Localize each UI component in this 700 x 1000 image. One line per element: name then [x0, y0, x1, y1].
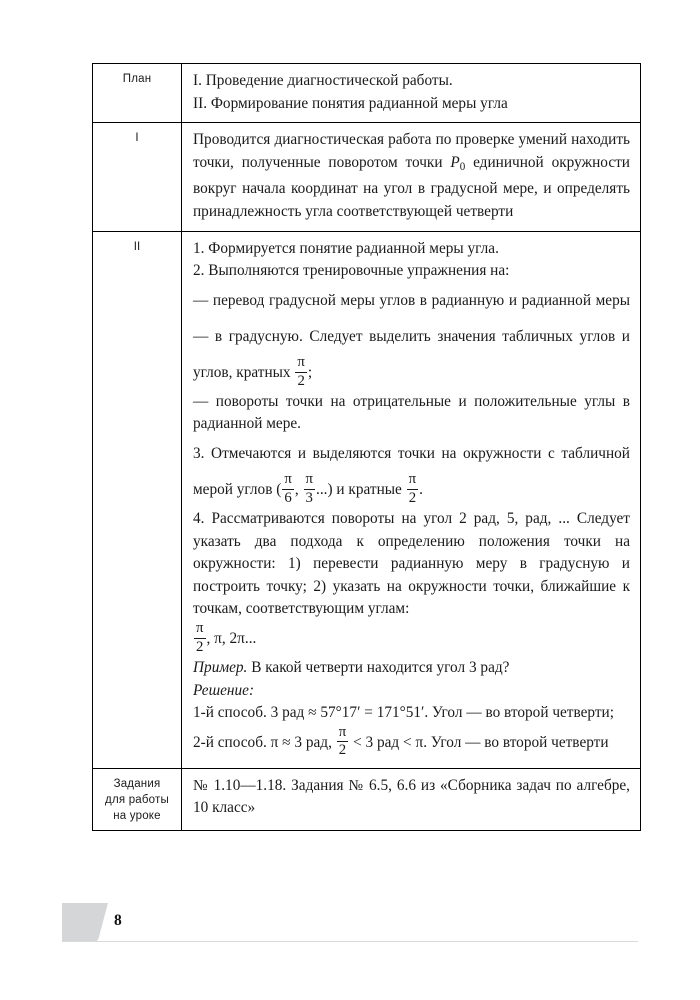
- example-question: В какой четверти находится угол 3 рад?: [247, 658, 510, 676]
- row-body-stage-one: [182, 123, 640, 230]
- point-p-symbol: P: [450, 153, 460, 171]
- stage-one-text-a: Проводится диагностическая работа по проверке умений находить точки, полученные поворотом точки: [193, 131, 630, 171]
- tasks-label-line-3: на уроке: [113, 809, 161, 822]
- fraction-pi-over-2-a: [295, 355, 307, 389]
- row-body-tasks: [182, 769, 640, 827]
- table-row-stage-one: [93, 123, 641, 231]
- stage-two-item-2: 2. Выполняются тренировочные упражнения на:: [193, 262, 510, 280]
- fraction-denominator: 3: [305, 489, 313, 506]
- example-line: [193, 657, 630, 680]
- row-body-stage-two: [182, 232, 640, 768]
- row-body-stage-one-cell: [182, 123, 641, 231]
- fraction-pi-over-3: [304, 472, 316, 506]
- stage-one-paragraph: [193, 129, 630, 223]
- row-body-tasks-cell: [182, 768, 641, 830]
- fraction-denominator: 6: [284, 489, 292, 506]
- method-2-text-a: 2-й способ. π ≈ 3 рад,: [193, 733, 336, 751]
- stage-two-item-5: [193, 436, 630, 508]
- stage-one-text-b: единичной окружности вокруг начала координат на угол в градусной мере, и определять принадлежность угла соответствующей четверти: [193, 153, 630, 221]
- solution-label: Решение:: [193, 681, 255, 699]
- item-3-text: — перевод градусной меры углов в радианную и радианной меры — в градусную. Следует выделить значения табличных углов и углов, кратных: [193, 291, 630, 381]
- row-label-tasks: [93, 769, 181, 830]
- fraction-numerator: π: [297, 354, 305, 371]
- row-label-plan-cell: [93, 64, 182, 123]
- fraction-denominator: 2: [408, 489, 417, 506]
- method-2-text-b: < 3 рад < π. Угол — во второй четверти: [349, 733, 609, 751]
- stage-two-item-3: [193, 283, 630, 391]
- row-body-stage-two-cell: [182, 231, 641, 768]
- example-label: Пример.: [193, 658, 248, 676]
- fraction-denominator: 2: [297, 372, 305, 389]
- stage-two-item-6-angles: [193, 621, 630, 657]
- stage-two-item-6: 4. Рассматриваются повороты на угол 2 рад, 5, рад, ... Следует указать два подхода к определению положения точки на окружности: 1) перевести радианную меру в градусную и построить точку; 2) указать на окружности точки, ближайшие к точкам, соответствующим углам:: [193, 510, 630, 618]
- footer-divider-line: [62, 941, 638, 942]
- page-footer: [0, 903, 700, 949]
- plan-item-2: II. Формирование понятия радианной меры угла: [193, 94, 508, 112]
- stage-two-item-1: 1. Формируется понятие радианной меры угла.: [193, 239, 499, 257]
- row-label-stage-two: II: [133, 240, 141, 253]
- fraction-numerator: π: [196, 620, 204, 637]
- fraction-numerator: π: [408, 471, 417, 488]
- page-number: 8: [114, 912, 122, 929]
- item-5-text-a: 3. Отмечаются и выделяются точки на окружности с табличной мерой углов (: [193, 445, 630, 499]
- fraction-pi-over-2-c: [194, 621, 206, 655]
- item-5-text-b: ...) и кратные: [316, 481, 406, 499]
- row-body-plan: [182, 64, 640, 122]
- tasks-label-line-2: для работы: [105, 793, 169, 806]
- solution-method-1: 1-й способ. 3 рад ≈ 57°17′ = 171°51′. Угол — во второй четверти;: [193, 704, 614, 722]
- fraction-pi-over-6: [282, 472, 294, 506]
- lesson-plan-table: [92, 63, 641, 831]
- plan-item-1: I. Проведение диагностической работы.: [193, 72, 453, 89]
- tasks-label-line-1: Задания: [113, 777, 161, 790]
- stage-two-item-4: — повороты точки на отрицательные и положительные углы в радианной мере.: [193, 392, 630, 433]
- row-label-stage-one-cell: [93, 123, 182, 231]
- angles-tail: , π, 2π...: [206, 629, 257, 647]
- fraction-numerator: π: [284, 471, 292, 488]
- item-3-tail: ;: [307, 363, 313, 381]
- row-body-plan-cell: [182, 64, 641, 123]
- row-label-stage-two-cell: [93, 231, 182, 768]
- point-p-subscript: 0: [459, 160, 466, 173]
- solution-method-2: [193, 725, 630, 761]
- table-row-plan: [93, 64, 641, 123]
- fraction-numerator: π: [338, 724, 347, 741]
- fraction-pi-over-2-b: [407, 472, 419, 506]
- fraction-pi-over-2-d: [337, 725, 349, 759]
- row-label-plan: План: [122, 73, 152, 85]
- table-row-stage-two: [93, 231, 641, 768]
- fraction-denominator: 2: [196, 638, 204, 655]
- fraction-numerator: π: [305, 471, 314, 488]
- row-label-stage-one: I: [135, 132, 139, 145]
- fraction-denominator: 2: [338, 742, 347, 759]
- item-5-sep: ,: [294, 481, 303, 499]
- row-label-tasks-cell: [93, 768, 182, 830]
- table-row-tasks: [93, 768, 641, 830]
- item-5-tail: .: [419, 481, 423, 499]
- tasks-text: № 1.10—1.18. Задания № 6.5, 6.6 из «Сборника задач по алгебре, 10 класс»: [193, 776, 630, 817]
